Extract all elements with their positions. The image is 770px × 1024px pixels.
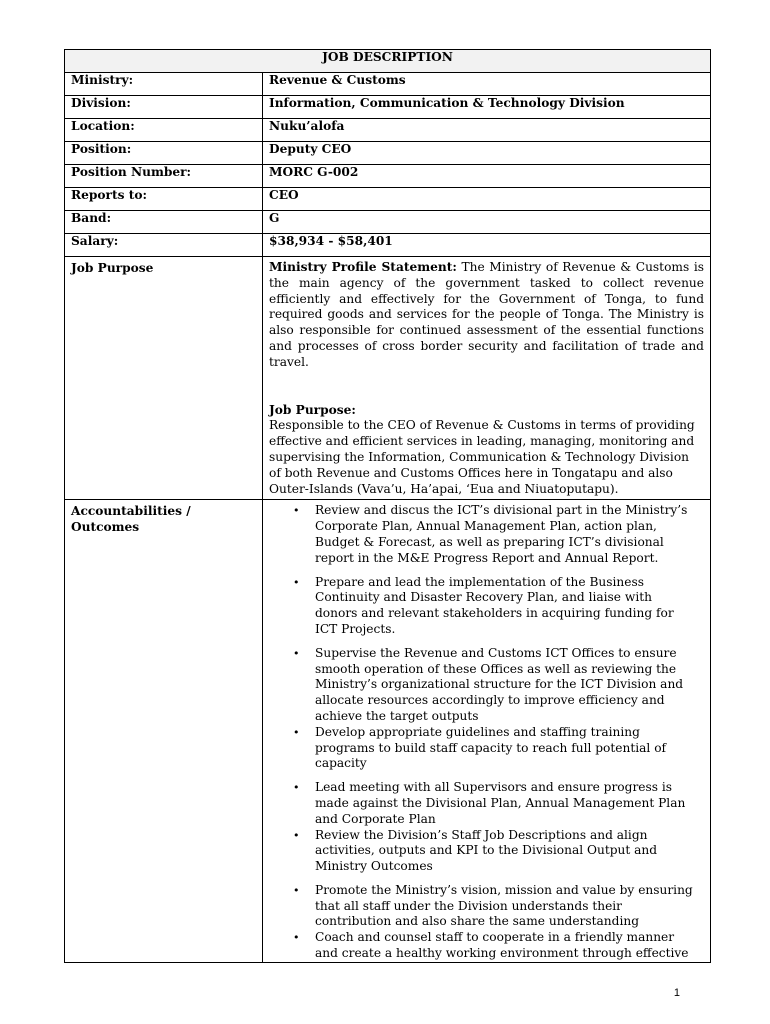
field-label: Ministry: [65, 73, 263, 96]
list-item: • Coach and counsel staff to cooperate in a friendly manner and create a healthy working environment through effective [269, 930, 698, 962]
field-row-salary [65, 234, 711, 257]
field-label: Band: [65, 211, 263, 234]
field-row-location [65, 119, 711, 142]
field-value: CEO [263, 188, 711, 211]
field-label: Salary: [65, 234, 263, 257]
list-item: • Review and discus the ICT’s divisional part in the Ministry’s Corporate Plan, Annual Management Plan, action plan, Budget & Forecast, as well as preparing ICT’s divisional report in the M&E Progress Report and Annual Report. [269, 503, 698, 566]
job-purpose-row [65, 257, 711, 500]
field-value: MORC G-002 [263, 165, 711, 188]
field-row-reports-to [65, 188, 711, 211]
list-item: • Develop appropriate guidelines and staffing training programs to build staff capacity to reach full potential of capacity [269, 725, 698, 772]
table-header-row [65, 50, 711, 73]
field-label: Position Number: [65, 165, 263, 188]
field-label: Reports to: [65, 188, 263, 211]
field-label: Division: [65, 96, 263, 119]
list-item: • Promote the Ministry’s vision, mission and value by ensuring that all staff under the Division understands their contribution and also share the same understanding [269, 883, 698, 930]
field-value: Nuku’alofa [263, 119, 711, 142]
list-item: • Review the Division’s Staff Job Descriptions and align activities, outputs and KPI to the Divisional Output and Ministry Outcomes [269, 828, 698, 875]
field-label: Position: [65, 142, 263, 165]
field-row-band [65, 211, 711, 234]
field-label: Location: [65, 119, 263, 142]
accountabilities-content [263, 500, 711, 963]
list-item: • Prepare and lead the implementation of the Business Continuity and Disaster Recovery Plan, and liaise with donors and relevant stakeholders in acquiring funding for ICT Projects. [269, 575, 698, 638]
job-description-page [64, 49, 711, 963]
list-item: • Supervise the Revenue and Customs ICT Offices to ensure smooth operation of these Offices as well as reviewing the Ministry’s organizational structure for the ICT Division and allocate resources accordingly to improve efficiency and achieve the target outputs [269, 646, 698, 725]
purpose-heading: Job Purpose: [269, 402, 356, 417]
profile-text: The Ministry of Revenue & Customs is the main agency of the government tasked to collect revenue efficiently and effectively for the Government of Tonga, to fund required goods and services for the people of Tonga. The Ministry is also responsible for continued assessment of the essential functions and processes of cross border security and facilitation of trade and travel. [269, 260, 704, 369]
page-number: 1 [673, 987, 680, 999]
field-value: Deputy CEO [263, 142, 711, 165]
job-purpose-label: Job Purpose [65, 257, 263, 500]
purpose-text: Responsible to the CEO of Revenue & Customs in terms of providing effective and efficient services in leading, managing, monitoring and supervising the Information, Communication & Technology Division of both Revenue and Customs Offices here in Tongatapu and also Outer-Islands (Vava’u, Ha’apai, ‘Eua and Niuatoputapu). [269, 418, 695, 496]
field-value: Revenue & Customs [263, 73, 711, 96]
field-value: Information, Communication & Technology Division [263, 96, 711, 119]
field-row-position [65, 142, 711, 165]
field-value: G [263, 211, 711, 234]
accountabilities-label: Accountabilities / Outcomes [65, 500, 263, 963]
job-description-table [64, 49, 711, 963]
field-value: $38,934 - $58,401 [263, 234, 711, 257]
ministry-profile-statement [269, 260, 704, 371]
list-item: • Lead meeting with all Supervisors and ensure progress is made against the Divisional Plan, Annual Management Plan and Corporate Plan [269, 780, 698, 827]
profile-heading: Ministry Profile Statement: [269, 260, 457, 274]
field-row-ministry [65, 73, 711, 96]
document-title: JOB DESCRIPTION [65, 50, 711, 73]
accountabilities-list [269, 503, 704, 962]
field-row-position-number [65, 165, 711, 188]
job-purpose-content [263, 257, 711, 500]
accountabilities-row [65, 500, 711, 963]
field-row-division [65, 96, 711, 119]
